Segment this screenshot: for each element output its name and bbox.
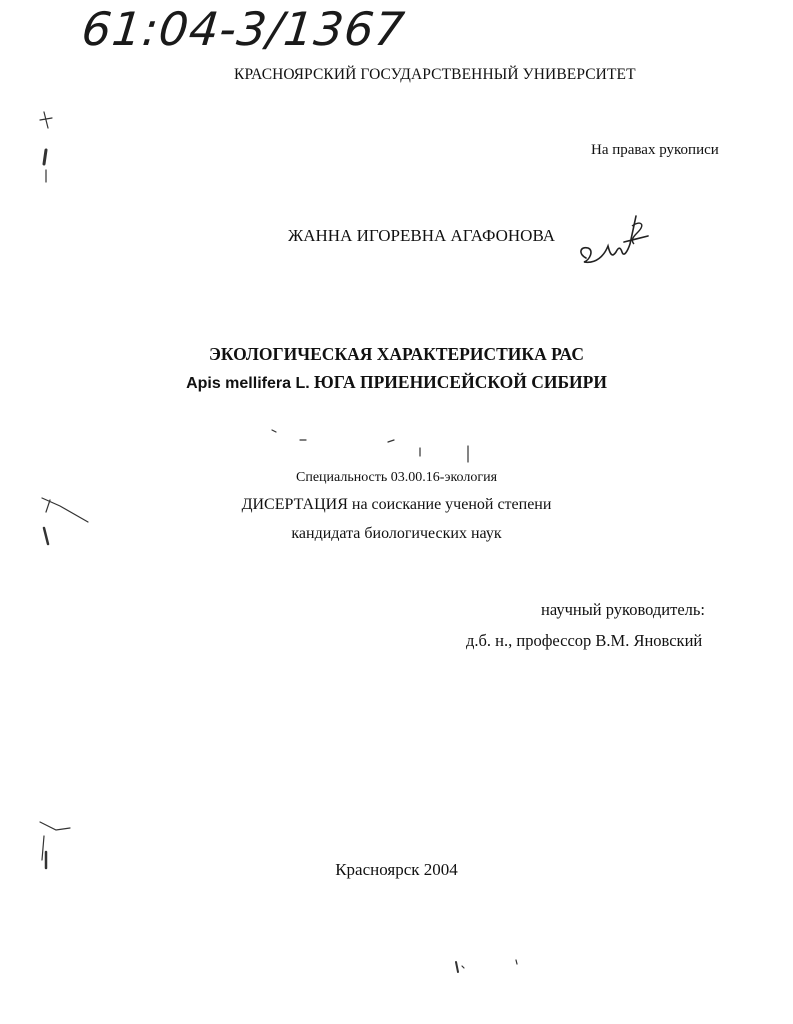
supervisor-label: научный руководитель: — [541, 600, 706, 619]
degree-line: кандидата биологических наук — [291, 525, 502, 542]
author-name: ЖАННА ИГОРЕВНА АГАФОНОВА — [288, 226, 556, 245]
specialty-line: Специальность 03.00.16-экология — [295, 470, 498, 485]
university-name: КРАСНОЯРСКИЙ ГОСУДАРСТВЕННЫЙ УНИВЕРСИТЕТ — [234, 66, 636, 83]
thesis-title-line-1: ЭКОЛОГИЧЕСКАЯ ХАРАКТЕРИСТИКА РАС — [209, 344, 584, 364]
dissertation-line: ДИСЕРТАЦИЯ на соискание ученой степени — [241, 496, 552, 513]
handwritten-archive-code: 61:04-3/1367 — [79, 2, 408, 56]
thesis-title-region: ЮГА ПРИЕНИСЕЙСКОЙ СИБИРИ — [309, 372, 607, 392]
city-year: Красноярск 2004 — [335, 860, 458, 879]
species-name: Apis mellifera L. — [186, 375, 310, 392]
rights-note: На правах рукописи — [591, 142, 719, 158]
supervisor-name: д.б. н., профессор В.М. Яновский — [466, 631, 703, 650]
